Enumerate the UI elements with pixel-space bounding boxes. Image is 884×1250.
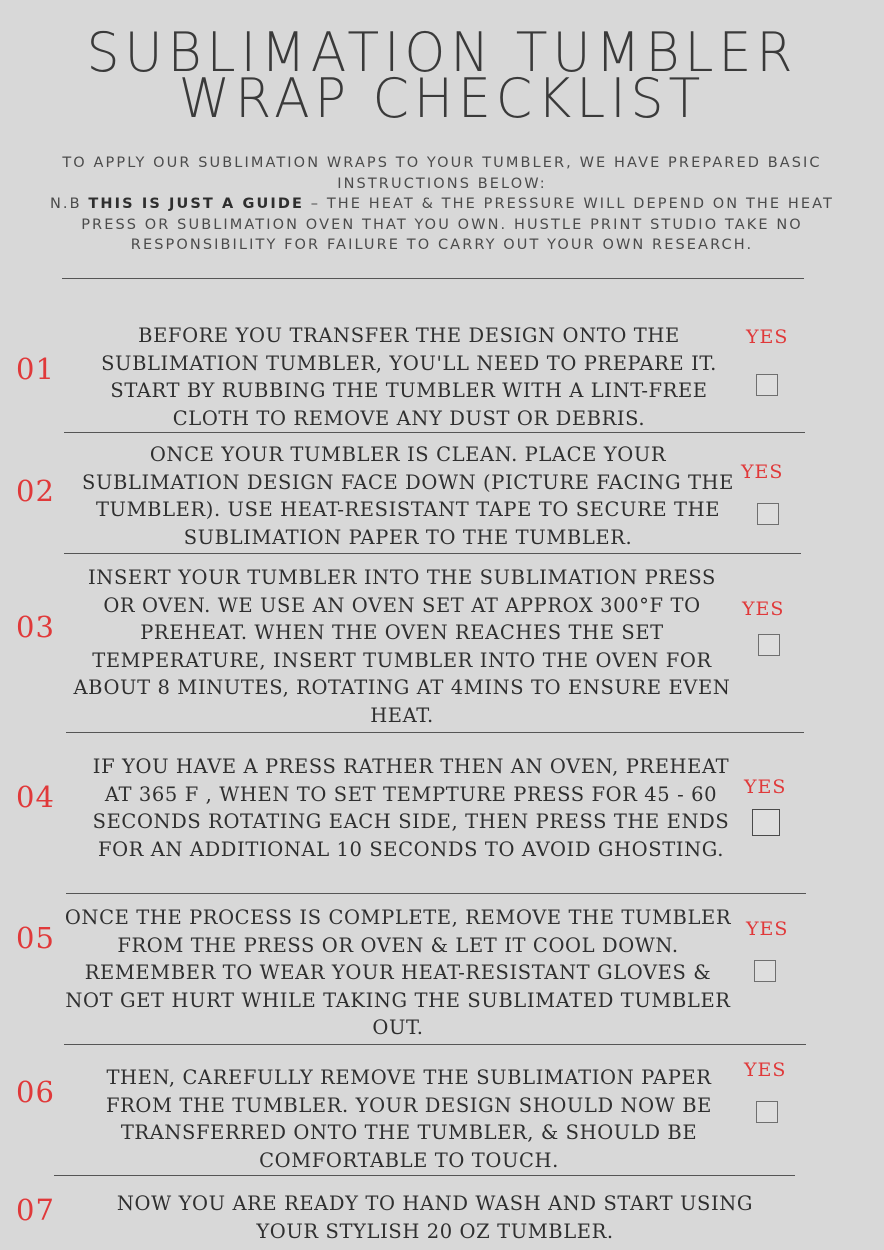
nb-rest: – THE HEAT & THE PRESSURE WILL DEPEND ON THE HEAT PRESS OR SUBLIMATION OVEN THAT YOU OWN. HUSTLE PRINT STUDIO TAKE NO RESPONSIBILITY FOR FAILURE TO CARRY OUT YOUR OWN RESEARCH. bbox=[81, 196, 835, 253]
intro-text bbox=[30, 153, 854, 256]
step-checkbox[interactable] bbox=[756, 374, 778, 396]
step-text: BEFORE YOU TRANSFER THE DESIGN ONTO THE SUBLIMATION TUMBLER, YOU'LL NEED TO PREPARE IT. START BY RUBBING THE TUMBLER WITH A LINT-FREE CLOTH TO REMOVE ANY DUST OR DEBRIS. bbox=[101, 324, 717, 430]
divider bbox=[62, 278, 804, 279]
nb-bold: THIS IS JUST A GUIDE bbox=[88, 196, 305, 212]
page-title-line-2: WRAP CHECKLIST bbox=[178, 67, 706, 131]
step-number: 05 bbox=[16, 921, 55, 955]
yes-label: YES bbox=[744, 1059, 787, 1081]
yes-label: YES bbox=[744, 776, 787, 798]
step-checkbox[interactable] bbox=[752, 809, 780, 836]
step-number: 02 bbox=[16, 474, 55, 508]
step-text: ONCE YOUR TUMBLER IS CLEAN. PLACE YOUR SUBLIMATION DESIGN FACE DOWN (PICTURE FACING THE TUMBLER). USE HEAT-RESISTANT TAPE TO SECURE THE SUBLIMATION PAPER TO THE TUMBLER. bbox=[81, 443, 734, 549]
step-checkbox[interactable] bbox=[756, 1101, 778, 1123]
nb-prefix: N.B bbox=[49, 196, 89, 212]
page-title-line-1: SUBLIMATION TUMBLER bbox=[86, 21, 798, 85]
step-text: IF YOU HAVE A PRESS RATHER THEN AN OVEN, PREHEAT AT 365 F , WHEN TO SET TEMPTURE PRESS FOR 45 - 60 SECONDS ROTATING EACH SIDE, THEN PRESS THE ENDS FOR AN ADDITIONAL 10 SECONDS TO AVOID GHOSTING. bbox=[92, 755, 730, 861]
step-text: NOW YOU ARE READY TO HAND WASH AND START USING YOUR STYLISH 20 OZ TUMBLER. bbox=[116, 1192, 754, 1243]
yes-label: YES bbox=[746, 918, 789, 940]
step-checkbox[interactable] bbox=[758, 634, 780, 656]
yes-label: YES bbox=[746, 326, 789, 348]
step-number: 04 bbox=[16, 780, 55, 814]
divider bbox=[64, 1044, 806, 1045]
intro-line: TO APPLY OUR SUBLIMATION WRAPS TO YOUR TUMBLER, WE HAVE PREPARED BASIC INSTRUCTIONS BELOW: bbox=[62, 155, 822, 192]
step-number: 03 bbox=[16, 610, 55, 644]
step-text: THEN, CAREFULLY REMOVE THE SUBLIMATION PAPER FROM THE TUMBLER. YOUR DESIGN SHOULD NOW BE TRANSFERRED ONTO THE TUMBLER, & SHOULD BE COMFORTABLE TO TOUCH. bbox=[106, 1066, 712, 1172]
divider bbox=[54, 1175, 795, 1176]
step-text: ONCE THE PROCESS IS COMPLETE, REMOVE THE TUMBLER FROM THE PRESS OR OVEN & LET IT COOL DOWN. REMEMBER TO WEAR YOUR HEAT-RESISTANT GLOVES & NOT GET HURT WHILE TAKING THE SUBLIMATED TUMBLER OUT. bbox=[64, 906, 732, 1040]
step-number: 01 bbox=[16, 352, 55, 386]
divider bbox=[64, 553, 801, 554]
divider bbox=[66, 893, 806, 894]
yes-label: YES bbox=[742, 598, 785, 620]
step-number: 06 bbox=[16, 1075, 55, 1109]
divider bbox=[64, 432, 805, 433]
divider bbox=[66, 732, 804, 733]
step-number: 07 bbox=[16, 1193, 55, 1227]
step-checkbox[interactable] bbox=[754, 960, 776, 982]
yes-label: YES bbox=[741, 461, 784, 483]
step-text: INSERT YOUR TUMBLER INTO THE SUBLIMATION PRESS OR OVEN. WE USE AN OVEN SET AT APPROX 300°F TO PREHEAT. WHEN THE OVEN REACHES THE SET TEMPERATURE, INSERT TUMBLER INTO THE OVEN FOR ABOUT 8 MINUTES, ROTATING AT 4MINS TO ENSURE EVEN HEAT. bbox=[73, 566, 731, 727]
step-checkbox[interactable] bbox=[757, 503, 779, 525]
